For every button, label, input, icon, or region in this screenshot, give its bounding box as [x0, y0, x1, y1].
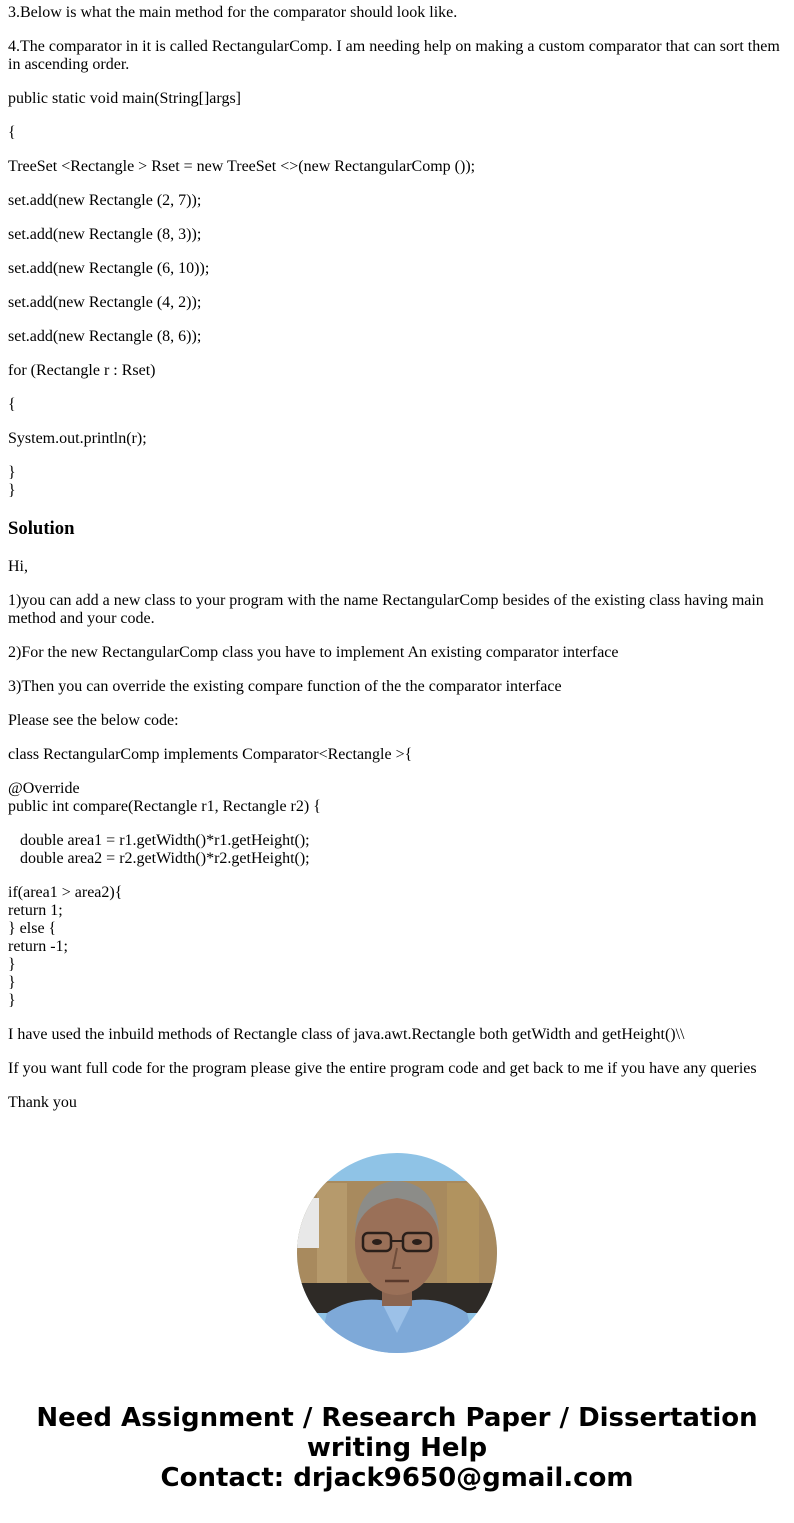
code-line: for (Rectangle r : Rset) — [8, 362, 156, 379]
code-line: double area2 = r2.getWidth()*r2.getHeight(); — [20, 850, 310, 867]
class-declaration: class RectangularComp implements Comparator<Rectangle >{ — [8, 746, 413, 763]
code-line: set.add(new Rectangle (8, 3)); — [8, 226, 202, 243]
code-line: public static void main(String[]args] — [8, 90, 241, 107]
solution-step: 2)For the new RectangularComp class you have to implement An existing comparator interface — [8, 644, 619, 661]
code-line: set.add(new Rectangle (6, 10)); — [8, 260, 210, 277]
area-computation-block — [8, 832, 786, 868]
code-line: @Override — [8, 780, 80, 797]
see-below-text: Please see the below code: — [8, 712, 179, 729]
promo-line: Need Assignment / Research Paper / Dissertation — [36, 1403, 758, 1433]
code-line: set.add(new Rectangle (4, 2)); — [8, 294, 202, 311]
solution-step: 3)Then you can override the existing compare function of the the comparator interface — [8, 678, 562, 695]
code-line: System.out.println(r); — [8, 430, 147, 447]
code-line: } — [8, 464, 16, 481]
code-line: double area1 = r1.getWidth()*r1.getHeight(); — [20, 832, 310, 849]
code-line: { — [8, 396, 16, 413]
followup-text: If you want full code for the program please give the entire program code and get back to me if you have any queries — [8, 1060, 757, 1077]
code-closing-block — [8, 464, 786, 500]
comparison-block — [8, 884, 786, 1010]
solution-step: 1)you can add a new class to your program with the name RectangularComp besides of the existing class having main method and your code. — [8, 592, 764, 627]
thanks-text: Thank you — [8, 1094, 77, 1111]
note-text: I have used the inbuild methods of Rectangle class of java.awt.Rectangle both getWidth and getHeight()\\ — [8, 1026, 685, 1043]
code-line: set.add(new Rectangle (8, 6)); — [8, 328, 202, 345]
promo-banner — [0, 1403, 794, 1493]
code-line: return -1; — [8, 938, 68, 955]
code-line: { — [8, 124, 16, 141]
code-line: return 1; — [8, 902, 63, 919]
code-line: } — [8, 992, 16, 1009]
question-paragraph: 3.Below is what the main method for the comparator should look like. — [8, 4, 458, 21]
question-paragraph: 4.The comparator in it is called RectangularComp. I am needing help on making a custom comparator that can sort them in ascending order. — [8, 38, 780, 73]
method-signature-block — [8, 780, 786, 816]
code-line: if(area1 > area2){ — [8, 884, 123, 901]
code-line: } else { — [8, 920, 57, 937]
code-line: } — [8, 974, 16, 991]
code-line: } — [8, 482, 16, 499]
avatar — [297, 1153, 497, 1353]
code-line: set.add(new Rectangle (2, 7)); — [8, 192, 202, 209]
promo-line: writing Help — [306, 1433, 488, 1463]
code-line: } — [8, 956, 16, 973]
solution-heading: Solution — [8, 518, 75, 539]
document-body — [8, 0, 786, 1128]
promo-contact: Contact: drjack9650@gmail.com — [160, 1463, 634, 1493]
greeting: Hi, — [8, 558, 28, 575]
code-line: public int compare(Rectangle r1, Rectangle r2) { — [8, 798, 321, 815]
code-line: TreeSet <Rectangle > Rset = new TreeSet <>(new RectangularComp ()); — [8, 158, 476, 175]
author-photo-illustration — [297, 1153, 497, 1353]
